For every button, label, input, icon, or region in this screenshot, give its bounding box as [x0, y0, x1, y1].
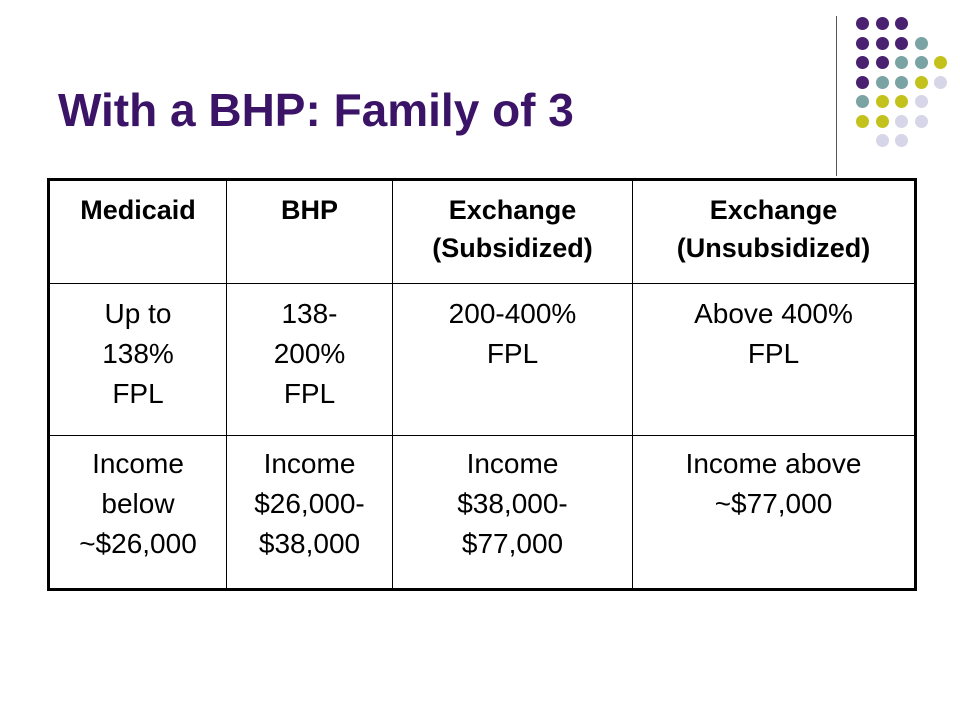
table-row-income: [49, 436, 916, 590]
decorative-dot: [876, 134, 889, 147]
decorative-dot: [934, 56, 947, 69]
header-exchange-unsubsidized: Exchange (Unsubsidized): [633, 180, 916, 284]
decorative-dot: [856, 56, 869, 69]
header-exchange-subsidized: Exchange (Subsidized): [393, 180, 633, 284]
table-cell: Above 400% FPL: [633, 284, 916, 436]
decorative-dot: [915, 37, 928, 50]
income-eligibility-table: [47, 178, 917, 591]
decorative-dot: [895, 115, 908, 128]
decorative-dot: [856, 115, 869, 128]
decorative-dot: [934, 76, 947, 89]
decorative-dot: [895, 56, 908, 69]
decorative-dot: [915, 115, 928, 128]
decorative-dot: [856, 76, 869, 89]
decorative-dot: [895, 17, 908, 30]
decorative-dot: [915, 76, 928, 89]
decorative-dot: [895, 95, 908, 108]
slide-title: With a BHP: Family of 3: [58, 84, 574, 136]
decorative-dot: [876, 37, 889, 50]
table-cell: 138- 200% FPL: [227, 284, 393, 436]
decorative-dot: [876, 95, 889, 108]
decorative-dot: [876, 17, 889, 30]
header-bhp: BHP: [227, 180, 393, 284]
table-cell: Up to 138% FPL: [49, 284, 227, 436]
table-cell: Income $26,000- $38,000: [227, 436, 393, 590]
decorative-dot: [856, 95, 869, 108]
table-header-row: [49, 180, 916, 284]
decorative-dot: [915, 95, 928, 108]
decorative-dot: [915, 56, 928, 69]
decorative-dot: [876, 115, 889, 128]
decorative-dot: [856, 17, 869, 30]
header-medicaid: Medicaid: [49, 180, 227, 284]
table-cell: Income below ~$26,000: [49, 436, 227, 590]
decorative-dot: [876, 56, 889, 69]
table-cell: Income $38,000- $77,000: [393, 436, 633, 590]
decorative-dot: [856, 37, 869, 50]
table-cell: Income above ~$77,000: [633, 436, 916, 590]
decorative-dot: [876, 76, 889, 89]
decorative-dot: [895, 134, 908, 147]
decorative-dot-grid: [0, 0, 960, 180]
table-cell: 200-400% FPL: [393, 284, 633, 436]
decorative-dot: [895, 76, 908, 89]
table-row-fpl: [49, 284, 916, 436]
decorative-dot: [895, 37, 908, 50]
